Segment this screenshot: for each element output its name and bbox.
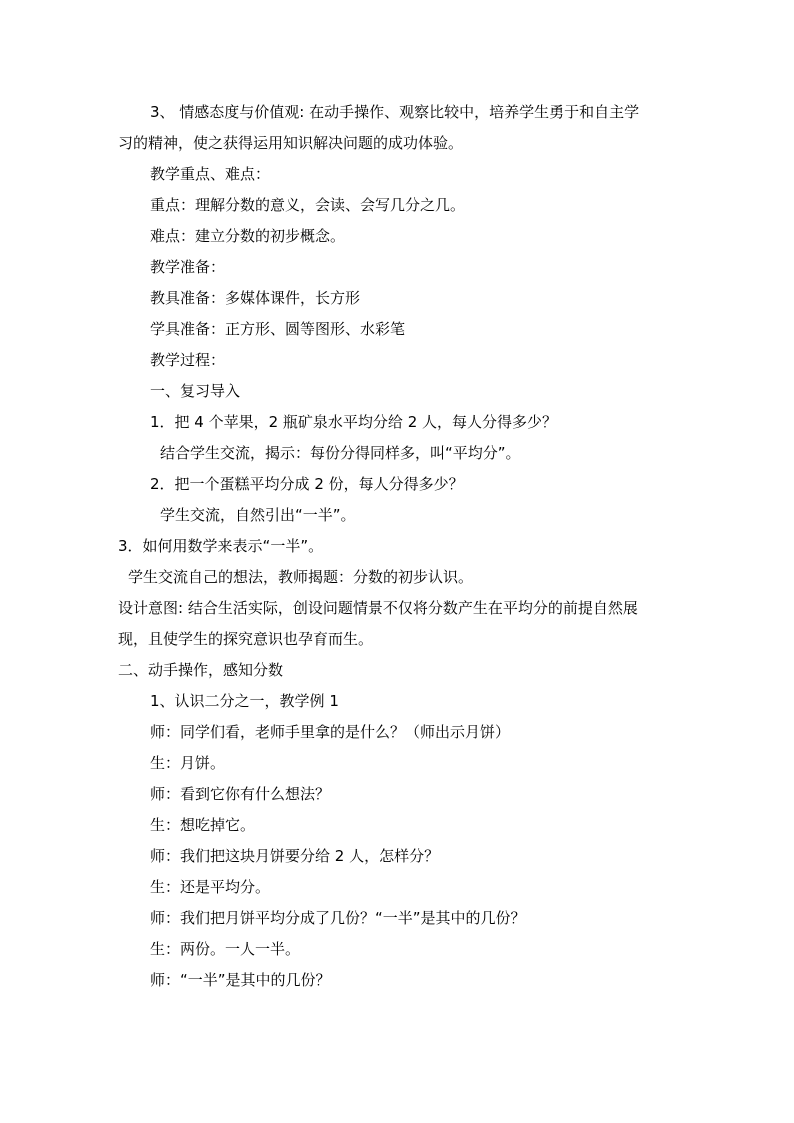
process-heading: 教学过程： bbox=[150, 351, 226, 369]
objective-3-line-1: 3、 情感态度与价值观: 在动手操作、观察比较中，培养学生勇于和自主学 bbox=[150, 103, 640, 121]
dialogue-line-4: 生：想吃掉它。 bbox=[150, 816, 256, 834]
review-answer-1: 结合学生交流，揭示：每份分得同样多，叫“平均分”。 bbox=[160, 444, 521, 462]
teacher-materials-line: 教具准备：多媒体课件，长方形 bbox=[150, 289, 361, 307]
dialogue-line-5: 师：我们把这块月饼要分给 2 人，怎样分？ bbox=[150, 847, 440, 865]
hands-on-heading: 二、动手操作，感知分数 bbox=[118, 661, 284, 679]
dialogue-line-7: 师：我们把月饼平均分成了几份？“一半”是其中的几份？ bbox=[150, 909, 526, 927]
dialogue-line-2: 生：月饼。 bbox=[150, 754, 226, 772]
objective-3-line-2: 习的精神，使之获得运用知识解决问题的成功体验。 bbox=[118, 134, 464, 152]
key-point-line: 重点：理解分数的意义，会读、会写几分之几。 bbox=[150, 196, 466, 214]
dialogue-line-1: 师：同学们看，老师手里拿的是什么？（师出示月饼） bbox=[150, 723, 511, 741]
design-intent-line-1: 设计意图: 结合生活实际，创设问题情景不仅将分数产生在平均分的前提自然展 bbox=[118, 599, 638, 617]
dialogue-line-3: 师：看到它你有什么想法？ bbox=[150, 785, 331, 803]
review-answer-2: 学生交流，自然引出“一半”。 bbox=[160, 506, 356, 524]
review-question-1: 1．把 4 个苹果，2 瓶矿泉水平均分给 2 人，每人分得多少？ bbox=[150, 413, 558, 431]
difficulty-line: 难点：建立分数的初步概念。 bbox=[150, 227, 346, 245]
review-question-2: 2．把一个蛋糕平均分成 2 份，每人分得多少？ bbox=[150, 475, 464, 493]
key-points-heading: 教学重点、难点： bbox=[150, 165, 271, 183]
review-heading: 一、复习导入 bbox=[150, 382, 241, 400]
example-1-heading: 1、认识二分之一，教学例 1 bbox=[150, 692, 339, 710]
preparation-heading: 教学准备： bbox=[150, 258, 226, 276]
review-answer-3: 学生交流自己的想法，教师揭题：分数的初步认识。 bbox=[128, 568, 474, 586]
review-question-3: 3．如何用数学来表示“一半”。 bbox=[118, 537, 324, 555]
student-materials-line: 学具准备：正方形、圆等图形、水彩笔 bbox=[150, 320, 406, 338]
design-intent-line-2: 现，且使学生的探究意识也孕育而生。 bbox=[118, 630, 374, 648]
dialogue-line-6: 生：还是平均分。 bbox=[150, 878, 271, 896]
dialogue-line-9: 师：“一半”是其中的几份？ bbox=[150, 971, 331, 989]
dialogue-line-8: 生：两份。一人一半。 bbox=[150, 940, 301, 958]
